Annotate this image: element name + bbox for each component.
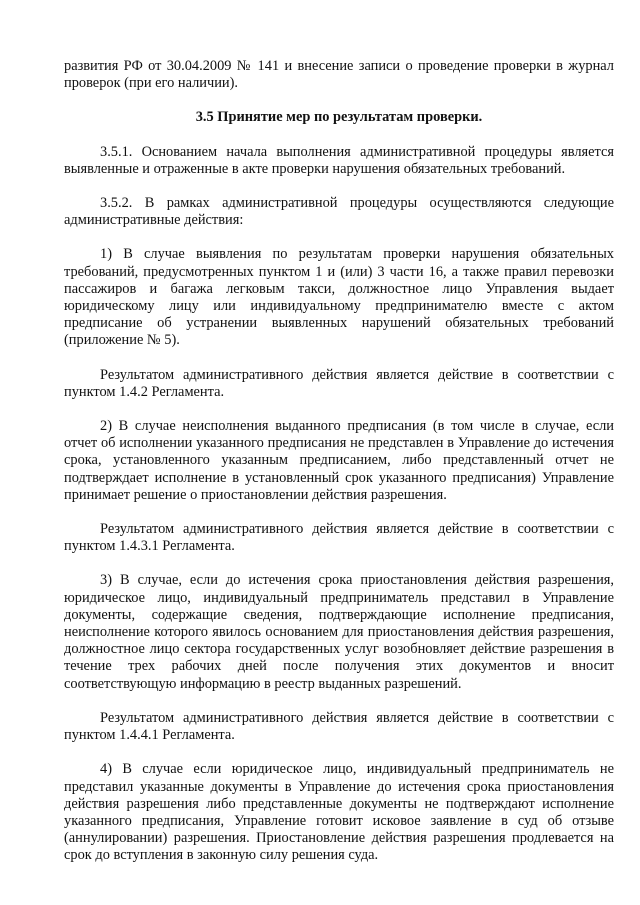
paragraph-result-3: Результатом административного действия является действие в соответствии с пунктом 1.4.4.1 Регламента.: [64, 709, 614, 744]
document-page: [64, 58, 614, 865]
paragraph-3-5-1: 3.5.1. Основанием начала выполнения административной процедуры является выявленные и отраженные в акте проверки нарушения обязательных требований.: [64, 143, 614, 177]
section-heading: 3.5 Принятие мер по результатам проверки.: [195, 109, 483, 126]
paragraph-item-4: 4) В случае если юридическое лицо, индивидуальный предприниматель не представил указанные документы в Управление до истечения срока приостановления действия разрешения либо представленные документы не подтверждают исполнение указанного предписания, Управление готовит исковое заявление в суд об отзыве (аннулировании) разрешения. Приостановление действия разрешения продлевается на срок до вступления в законную силу решения суда.: [64, 761, 614, 864]
paragraph-3-5-2: 3.5.2. В рамках административной процедуры осуществляются следующие административные действия:: [64, 195, 614, 229]
paragraph-result-2: Результатом административного действия является действие в соответствии с пунктом 1.4.3.1 Регламента.: [64, 521, 614, 555]
paragraph-item-1: 1) В случае выявления по результатам проверки нарушения обязательных требований, предусмотренных пунктом 1 и (или) 3 части 16, а также правил перевозки пассажиров и багажа легковым такси, должностное лицо Управления выдает юридическому лицу или индивидуальному предпринимателю вместе с актом предписание об устранении выявленных нарушений обязательных требований (приложение № 5).: [64, 246, 614, 349]
paragraph-item-3: 3) В случае, если до истечения срока приостановления действия разрешения, юридическое лицо, индивидуальный предприниматель представил в Управление документы, содержащие сведения, подтверждающие исполнение предписания, неисполнение которого явилось основанием для приостановления действия разрешения, должностное лицо сектора государственных услуг возобновляет действие разрешения в течение трех рабочих дней после получения этих документов и вносит соответствующую информацию в реестр выданных разрешений.: [64, 572, 614, 692]
paragraph-result-1: Результатом административного действия является действие в соответствии с пунктом 1.4.2 Регламента.: [64, 366, 614, 400]
paragraph-item-2: 2) В случае неисполнения выданного предписания (в том числе в случае, если отчет об исполнении указанного предписания не представлен в Управление до истечения срока, установленного указанным предписанием, либо представленный отчет не подтверждает исполнение в установленный срок указанного предписания) Управление принимает решение о приостановлении действия разрешения.: [64, 418, 614, 503]
continuation-text: развития РФ от 30.04.2009 № 141 и внесение записи о проведение проверки в журнал проверок (при его наличии).: [64, 58, 614, 92]
